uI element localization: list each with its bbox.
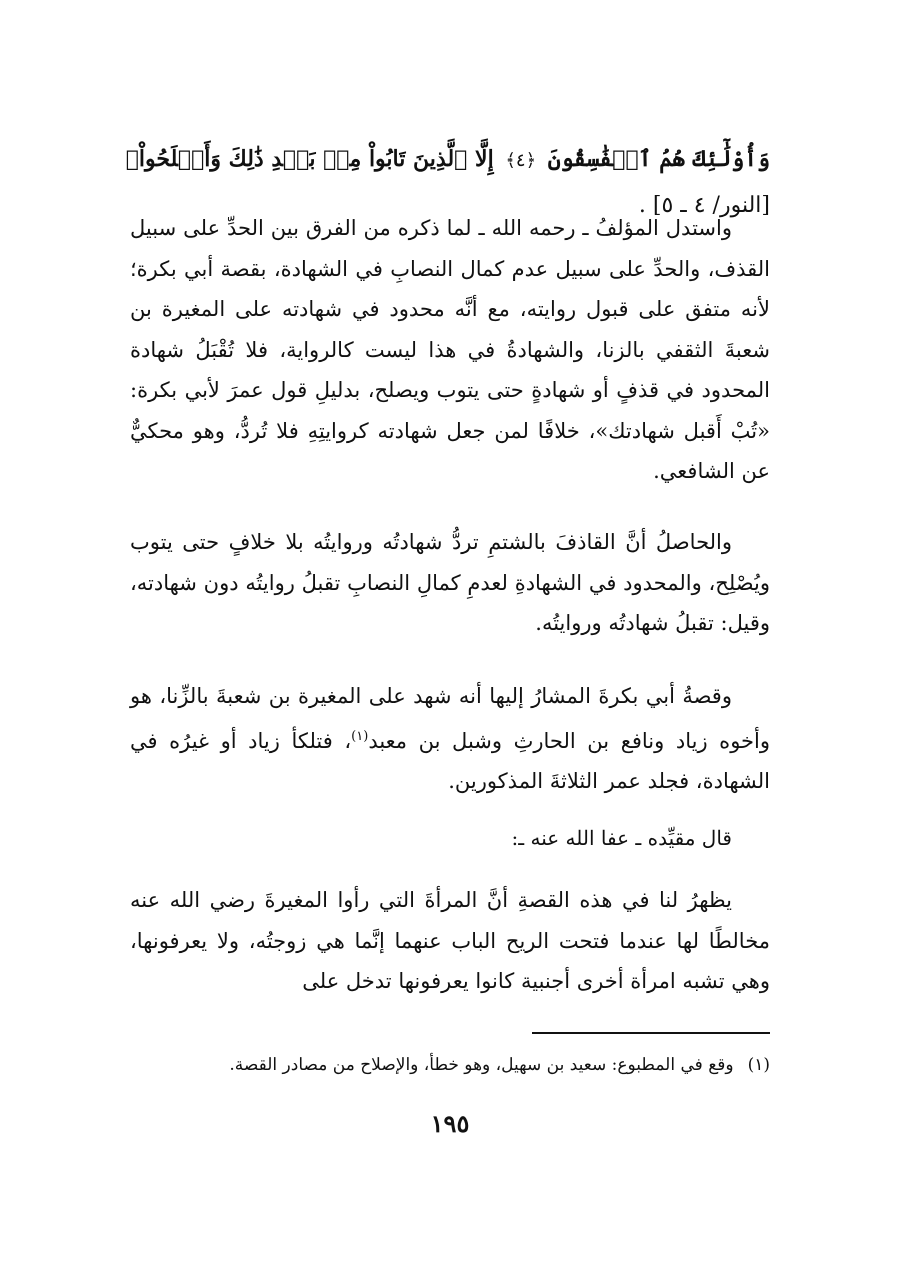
verse-text-part-1: وَأُوْلَٰٓئِكَ هُمُ ٱلۡفَٰسِقُونَ [547,146,770,172]
footnote-text: وقع في المطبوع: سعيد بن سهيل، وهو خطأ، والإصلاح من مصادر القصة. [229,1055,734,1075]
paragraph-3-text: وقصةُ أبي بكرةَ المشارُ إليها أنه شهد على المغيرة بن شعبةَ بالزِّنا، هو وأخوه زياد ونافع بن الحارثِ وشبل بن معبد [130,684,770,753]
paragraph-2 [130,522,770,644]
paragraph-1 [130,208,770,492]
verse-reference: [النور/ ٤ ـ ٥] . [638,193,770,218]
footnote-number: (١) [747,1055,770,1075]
paragraph-4-text: يظهرُ لنا في هذه القصةِ أنَّ المرأةَ التي رأوا المغيرةَ رضي الله عنه مخالطًا لها عندما فتحت الريح الباب عنهما إنَّما هي زوجتُه، ولا يعرفونها، وهي تشبه امرأة أخرى أجنبية كانوا يعرفونها تدخل على [130,888,770,993]
paragraph-3 [130,676,770,802]
paragraph-2-text: والحاصلُ أنَّ القاذفَ بالشتمِ تردُّ شهادتُه وروايتُه بلا خلافٍ حتى يتوب ويُصْلِح، والمحدود في الشهادةِ لعدمِ كمالِ النصابِ تقبلُ روايتُه دون شهادته، وقيل: تقبلُ شهادتُه وروايتُه. [130,530,770,635]
paragraph-4 [130,880,770,1002]
footnote-reference: (١) [351,728,369,744]
page-number: ١٩٥ [430,1109,470,1138]
verse-text-part-2: إِلَّا ٱلَّذِينَ تَابُواْ مِنۢ بَعۡدِ ذَٰلِكَ وَأَصۡلَحُواْ﴾ [125,146,494,172]
paragraph-1-text: واستدل المؤلفُ ـ رحمه الله ـ لما ذكره من الفرق بين الحدِّ على سبيل القذف، والحدِّ على سبيل عدم كمال النصابِ في الشهادة، بقصة أبي بكرة؛ لأنه متفق على قبول روايته، مع أنَّه محدود في شهادته على المغيرة بن شعبةَ الثقفي بالزنا، والشهادةُ في هذا ليست كالرواية، فلا تُقْبَلُ شهادة المحدود في قذفٍ أو شهادةٍ حتى يتوب ويصلح، بدليلِ قول عمرَ لأبي بكرة: «تُبْ أَقبل شهادتك»، خلافًا لمن جعل شهادته كروايتِهِ فلا تُردُّ، وهو محكيٌّ عن الشافعي. [130,216,770,483]
paragraph-3-text-end: ، فتلكأ زياد أو غيرُه في الشهادة، فجلد عمر الثلاثةَ المذكورين. [130,728,770,793]
section-heading: قال مقيِّده ـ عفا الله عنه ـ: [511,826,732,850]
footnote [130,1048,770,1082]
ayah-number-marker: ﴿٤﴾ [505,150,537,171]
footnote-divider [532,1032,770,1034]
